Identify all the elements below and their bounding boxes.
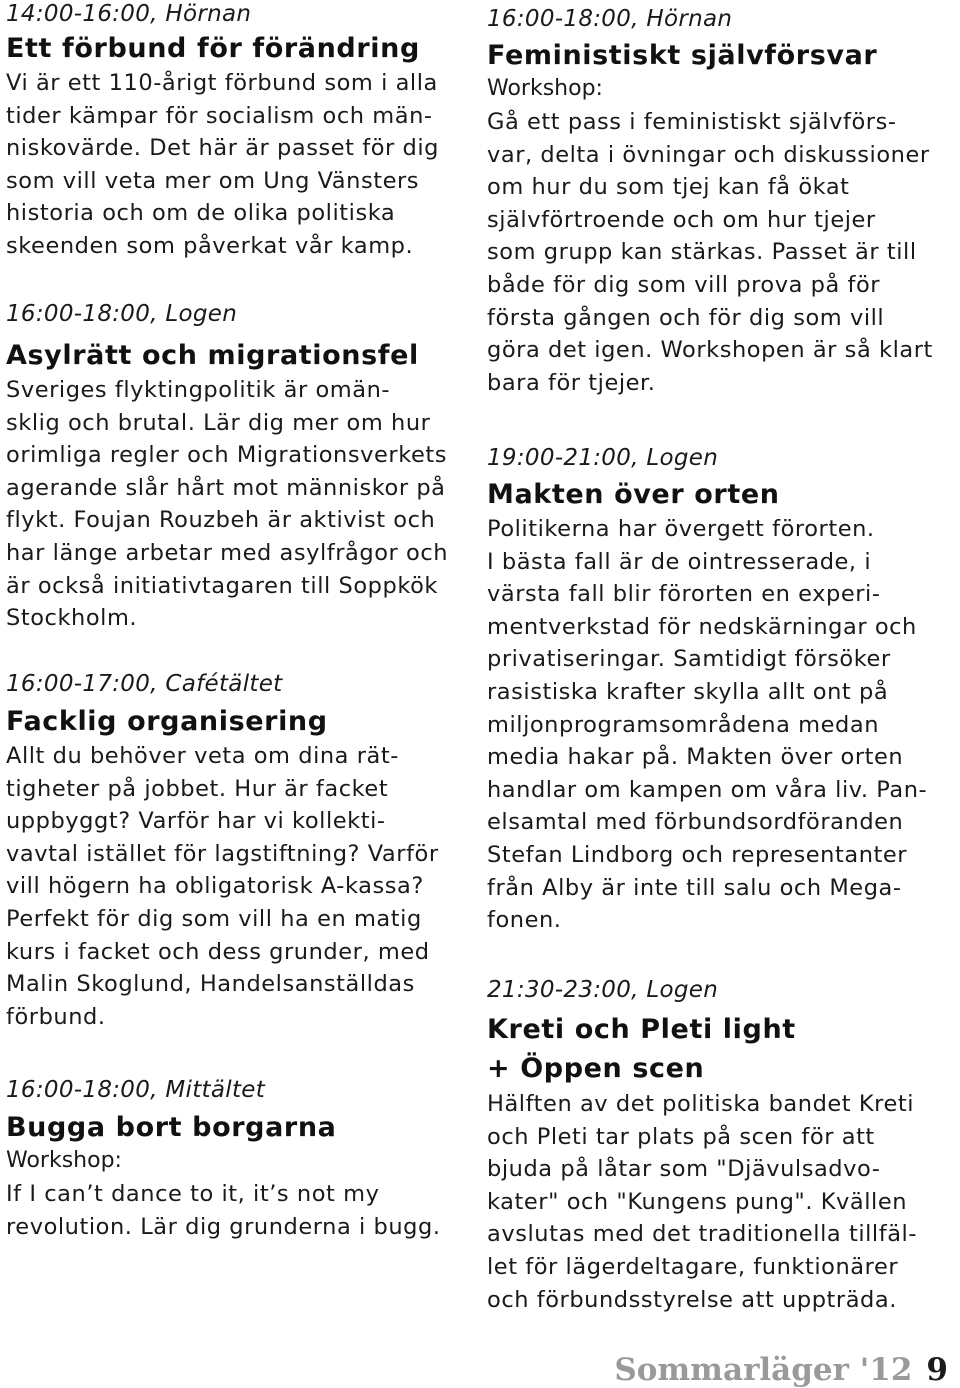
event-description: Politikerna har övergett förorten. I bästa fall är de ointresserade, i värsta fall blir förorten en experi- mentverkstad för nedskärningar och privatiseringar. Samtidigt försöker rasistiska krafter skylla allt ont på miljonprogramsområdena medan media hakar på. Makten över orten handlar om kampen om våra liv. Pan- elsamtal med förbundsordföranden Stefan Lindborg och representanter från Alby är inte till salu och Mega- fonen. (487, 516, 928, 934)
event-time: 14:00-16:00, Hörnan (6, 1, 252, 27)
event-description: Sveriges flyktingpolitik är omän- sklig och brutal. Lär dig mer om hur orimliga regler och Migrationsverkets agerande slår hårt mot människor på flykt. Foujan Rouzbeh är aktivist och har länge arbetar med asylfrågor och är också initiativtagaren till Soppkök Stockholm. (6, 377, 449, 632)
event-forbund (6, 0, 439, 263)
event-makten (487, 442, 927, 937)
event-title: Bugga bort borgarna (6, 1112, 337, 1143)
event-time: 16:00-18:00, Logen (6, 301, 238, 327)
event-facklig (6, 668, 439, 1033)
event-bugga (6, 1074, 441, 1243)
event-title: Feministiskt självförsvar (487, 40, 878, 71)
publication-title: Sommarläger '12 (614, 1352, 913, 1388)
page-number: 9 (926, 1352, 948, 1388)
event-description: If I can’t dance to it, it’s not my revolution. Lär dig grunderna i bugg. (6, 1181, 441, 1240)
page-footer (614, 1352, 948, 1388)
event-time: 16:00-17:00, Cafétältet (6, 671, 283, 697)
event-asylratt (6, 298, 448, 635)
event-time: 21:30-23:00, Logen (487, 977, 719, 1003)
event-description: Allt du behöver veta om dina rät- tigheter på jobbet. Hur är facket uppbyggt? Varför har vi kollekti- vavtal istället för lagstiftning? Varför vill högern ha obligatorisk A-kassa? Perfekt för dig som vill ha en matig kurs i facket och dess grunder, med Malin Skoglund, Handelsanställdas förbund. (6, 743, 439, 1030)
event-kreti (487, 974, 917, 1316)
event-time: 19:00-21:00, Logen (487, 445, 719, 471)
event-title: Asylrätt och migrationsfel (6, 340, 419, 371)
event-title: Makten över orten (487, 479, 780, 510)
event-title: Kreti och Pleti light + Öppen scen (487, 1014, 796, 1084)
event-description: Hälften av det politiska bandet Kreti och Pleti tar plats på scen för att bjuda på låtar som "Djävulsadvo- kater" och "Kungens pung". Kvällen avslutas med det traditionella tillfäl- let för lägerdeltagare, funktionärer och förbundsstyrelse att uppträda. (487, 1091, 917, 1313)
event-description: Vi är ett 110-årigt förbund som i alla tider kämpar för socialism och män- niskovärde. Det här är passet för dig som vill veta mer om Ung Vänsters historia och om de olika politiska skeenden som påverkat vår kamp. (6, 70, 439, 259)
event-description: Gå ett pass i feministiskt självförs- var, delta i övningar och diskussioner om hur du som tjej kan få ökat självförtroende och om hur tjejer som grupp kan stärkas. Passet är till både för dig som vill prova på för första gången och för dig som vill göra det igen. Workshopen är så klart bara för tjejer. (487, 109, 933, 396)
event-title: Facklig organisering (6, 706, 328, 737)
event-feministiskt (487, 3, 933, 399)
event-label: Workshop: (6, 1148, 122, 1173)
event-label: Workshop: (487, 76, 603, 101)
event-time: 16:00-18:00, Mittältet (6, 1077, 266, 1103)
event-title: Ett förbund för förändring (6, 33, 420, 64)
event-time: 16:00-18:00, Hörnan (487, 6, 733, 32)
